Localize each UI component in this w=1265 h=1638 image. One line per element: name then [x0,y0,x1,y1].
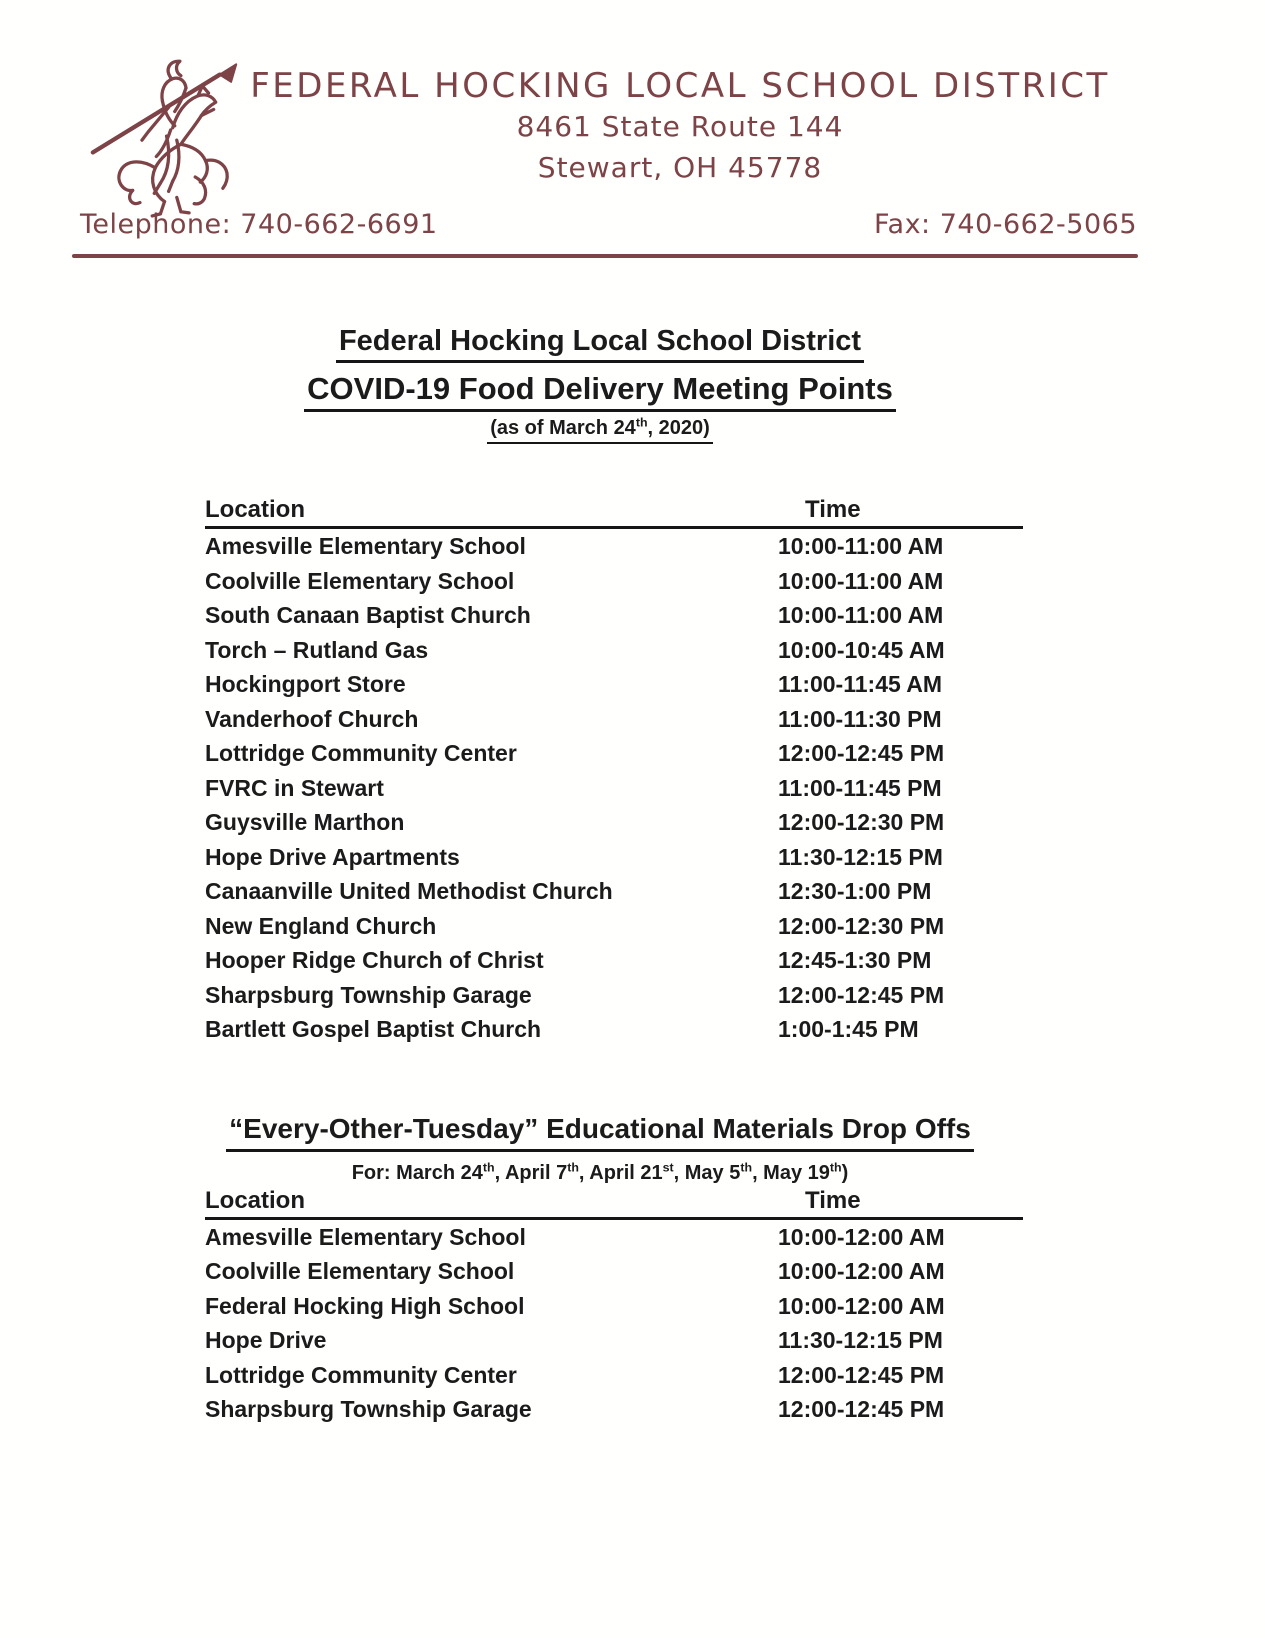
dropoffs-title-wrap [0,1111,1200,1152]
location-cell: Coolville Elementary School [205,1258,515,1285]
time-cell: 11:30-12:15 PM [778,1327,943,1354]
table-row [205,564,1023,599]
location-cell: Bartlett Gospel Baptist Church [205,1016,542,1042]
time-cell: 10:00-11:00 AM [778,602,944,628]
table-header-row [205,1188,1023,1220]
dropoffs-title: “Every-Other-Tuesday” Educational Materials Drop Offs [226,1111,974,1152]
time-cell: 10:00-11:00 AM [778,533,944,559]
district-address-line1: 8461 State Route 144 [516,110,844,143]
table-row [205,1323,1023,1358]
table-row [205,943,1023,978]
letterhead [0,0,1265,258]
table-row [205,1289,1023,1324]
location-cell: Hope Drive [205,1327,327,1354]
location-cell: Guysville Marthon [205,809,405,835]
time-cell: 12:00-12:45 PM [778,1361,945,1388]
time-column-header: Time [805,496,861,523]
district-address-line2: Stewart, OH 45778 [537,151,823,184]
location-cell: Lottridge Community Center [205,1361,517,1388]
as-of-date: (as of March 24th, 2020) [487,416,713,444]
district-name: FEDERAL HOCKING LOCAL SCHOOL DISTRICT [250,66,1110,106]
location-cell: Sharpsburg Township Garage [205,981,532,1008]
location-cell: Coolville Elementary School [205,567,515,594]
document-title-line1: Federal Hocking Local School District [336,324,864,363]
table-row [205,805,1023,840]
location-column-header: Location [205,1186,305,1214]
location-cell: Amesville Elementary School [205,533,526,559]
document-title-line1-wrap [0,324,1200,363]
location-cell: South Canaan Baptist Church [205,602,531,628]
location-cell: Hope Drive Apartments [205,843,460,870]
time-cell: 11:00-11:45 PM [778,774,942,801]
time-cell: 11:00-11:45 AM [778,671,943,697]
dropoffs-table [205,1188,1023,1428]
table-row [205,667,1023,702]
location-cell: Amesville Elementary School [205,1223,526,1250]
letterhead-divider [72,254,1138,258]
fax-number: Fax: 740-662-5065 [873,209,1137,240]
time-cell: 12:00-12:30 PM [778,809,945,835]
time-cell: 10:00-10:45 AM [778,636,945,663]
table-body [205,529,1023,1047]
location-cell: New England Church [205,912,437,939]
table-row [205,702,1023,737]
table-row [205,1220,1023,1255]
location-cell: Vanderhoof Church [205,705,419,732]
time-cell: 12:00-12:45 PM [778,981,945,1008]
time-cell: 11:30-12:15 PM [778,843,943,870]
table-row [205,840,1023,875]
table-row [205,1358,1023,1393]
table-header-row [205,497,1023,529]
dropoffs-dates-line: For: March 24th, April 7th, April 21st, May 5th, May 19th) [351,1159,849,1184]
location-cell: Canaanville United Methodist Church [205,878,613,904]
table-row [205,771,1023,806]
table-row [205,598,1023,633]
time-cell: 12:00-12:30 PM [778,912,945,939]
telephone-number: Telephone: 740-662-6691 [80,209,438,240]
time-cell: 12:30-1:00 PM [778,878,932,904]
time-cell: 10:00-12:00 AM [778,1223,945,1250]
table-row [205,529,1023,564]
time-cell: 12:45-1:30 PM [778,947,932,973]
location-cell: Hooper Ridge Church of Christ [205,947,544,973]
location-cell: Torch – Rutland Gas [205,636,429,663]
location-column-header: Location [205,496,305,523]
table-row [205,736,1023,771]
document-title-line2: COVID-19 Food Delivery Meeting Points [304,371,896,412]
food-delivery-table [205,497,1023,1047]
time-cell: 10:00-12:00 AM [778,1292,945,1319]
time-cell: 12:00-12:45 PM [778,740,945,766]
time-cell: 12:00-12:45 PM [778,1396,945,1423]
location-cell: Federal Hocking High School [205,1292,525,1319]
knight-on-horse-logo-icon [74,48,254,220]
table-row [205,1254,1023,1289]
table-body [205,1220,1023,1428]
location-cell: Sharpsburg Township Garage [205,1396,532,1423]
table-row [205,1392,1023,1427]
time-cell: 10:00-12:00 AM [778,1258,945,1285]
time-cell: 10:00-11:00 AM [778,567,944,594]
time-cell: 1:00-1:45 PM [778,1016,919,1042]
location-cell: FVRC in Stewart [205,774,384,801]
time-cell: 11:00-11:30 PM [778,705,942,732]
table-row [205,874,1023,909]
location-cell: Lottridge Community Center [205,740,517,766]
table-row [205,978,1023,1013]
time-column-header: Time [805,1186,861,1214]
table-row [205,1012,1023,1047]
document-title-line2-wrap [0,371,1200,412]
table-row [205,633,1023,668]
as-of-date-wrap [0,416,1200,444]
location-cell: Hockingport Store [205,671,406,697]
table-row [205,909,1023,944]
